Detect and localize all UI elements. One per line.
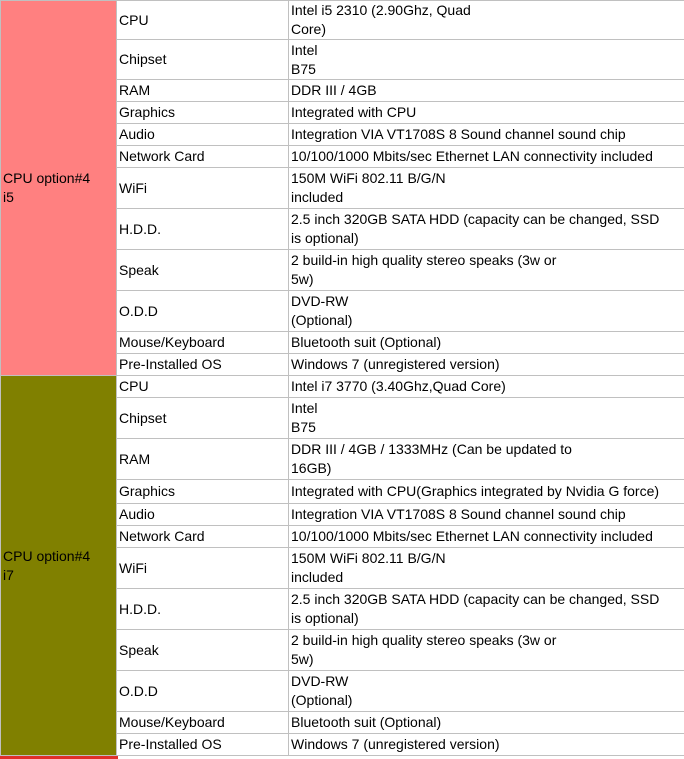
spec-key: RAM xyxy=(117,80,289,102)
spec-value: 2 build-in high quality stereo speaks (3w or 5w) xyxy=(289,250,684,291)
spec-value: Intel i5 2310 (2.90Ghz, Quad Core) xyxy=(289,1,684,40)
spec-row xyxy=(1,376,684,398)
spec-key: Graphics xyxy=(117,480,289,504)
spec-value: Integrated with CPU xyxy=(289,102,684,124)
spec-key: Chipset xyxy=(117,40,289,80)
spec-value: 150M WiFi 802.11 B/G/N included xyxy=(289,168,684,209)
spec-key: Mouse/Keyboard xyxy=(117,332,289,354)
spec-value: 10/100/1000 Mbits/sec Ethernet LAN connectivity included xyxy=(289,526,684,548)
spec-key: O.D.D xyxy=(117,291,289,332)
spec-row xyxy=(1,1,684,40)
spec-key: Mouse/Keyboard xyxy=(117,712,289,734)
spec-key: Graphics xyxy=(117,102,289,124)
spec-key: H.D.D. xyxy=(117,209,289,250)
spec-key: Speak xyxy=(117,630,289,671)
spec-value: Integration VIA VT1708S 8 Sound channel sound chip xyxy=(289,124,684,146)
spec-key: CPU xyxy=(117,376,289,398)
spec-value: 2.5 inch 320GB SATA HDD (capacity can be changed, SSD is optional) xyxy=(289,209,684,250)
spec-key: O.D.D xyxy=(117,671,289,712)
spec-key: Pre-Installed OS xyxy=(117,734,289,756)
group-label-i7: CPU option#4 i7 xyxy=(1,376,117,756)
spec-key: H.D.D. xyxy=(117,589,289,630)
spec-key: Audio xyxy=(117,504,289,526)
spec-value: DVD-RW (Optional) xyxy=(289,671,684,712)
spec-value: Intel B75 xyxy=(289,40,684,80)
spec-value: 150M WiFi 802.11 B/G/N included xyxy=(289,548,684,589)
spec-key: WiFi xyxy=(117,168,289,209)
spec-key: Audio xyxy=(117,124,289,146)
spec-value: 10/100/1000 Mbits/sec Ethernet LAN connectivity included xyxy=(289,146,684,168)
spec-key: WiFi xyxy=(117,548,289,589)
spec-value: DDR III / 4GB xyxy=(289,80,684,102)
spec-key: Pre-Installed OS xyxy=(117,354,289,376)
spec-key: Chipset xyxy=(117,398,289,439)
group-label-i5: CPU option#4 i5 xyxy=(1,1,117,376)
spec-value: Intel i7 3770 (3.40Ghz,Quad Core) xyxy=(289,376,684,398)
spec-key: RAM xyxy=(117,439,289,480)
spec-value: 2 build-in high quality stereo speaks (3w or 5w) xyxy=(289,630,684,671)
spec-value: Intel B75 xyxy=(289,398,684,439)
spec-value: Windows 7 (unregistered version) xyxy=(289,734,684,756)
spec-value: DVD-RW (Optional) xyxy=(289,291,684,332)
spec-key: Network Card xyxy=(117,146,289,168)
spec-key: Speak xyxy=(117,250,289,291)
spec-value: DDR III / 4GB / 1333MHz (Can be updated to 16GB) xyxy=(289,439,684,480)
spec-value: Integration VIA VT1708S 8 Sound channel sound chip xyxy=(289,504,684,526)
spec-value: 2.5 inch 320GB SATA HDD (capacity can be changed, SSD is optional) xyxy=(289,589,684,630)
spec-value: Bluetooth suit (Optional) xyxy=(289,712,684,734)
spec-value: Bluetooth suit (Optional) xyxy=(289,332,684,354)
spec-key: Network Card xyxy=(117,526,289,548)
spec-key: CPU xyxy=(117,1,289,40)
spec-value: Integrated with CPU(Graphics integrated by Nvidia G force) xyxy=(289,480,684,504)
spec-value: Windows 7 (unregistered version) xyxy=(289,354,684,376)
